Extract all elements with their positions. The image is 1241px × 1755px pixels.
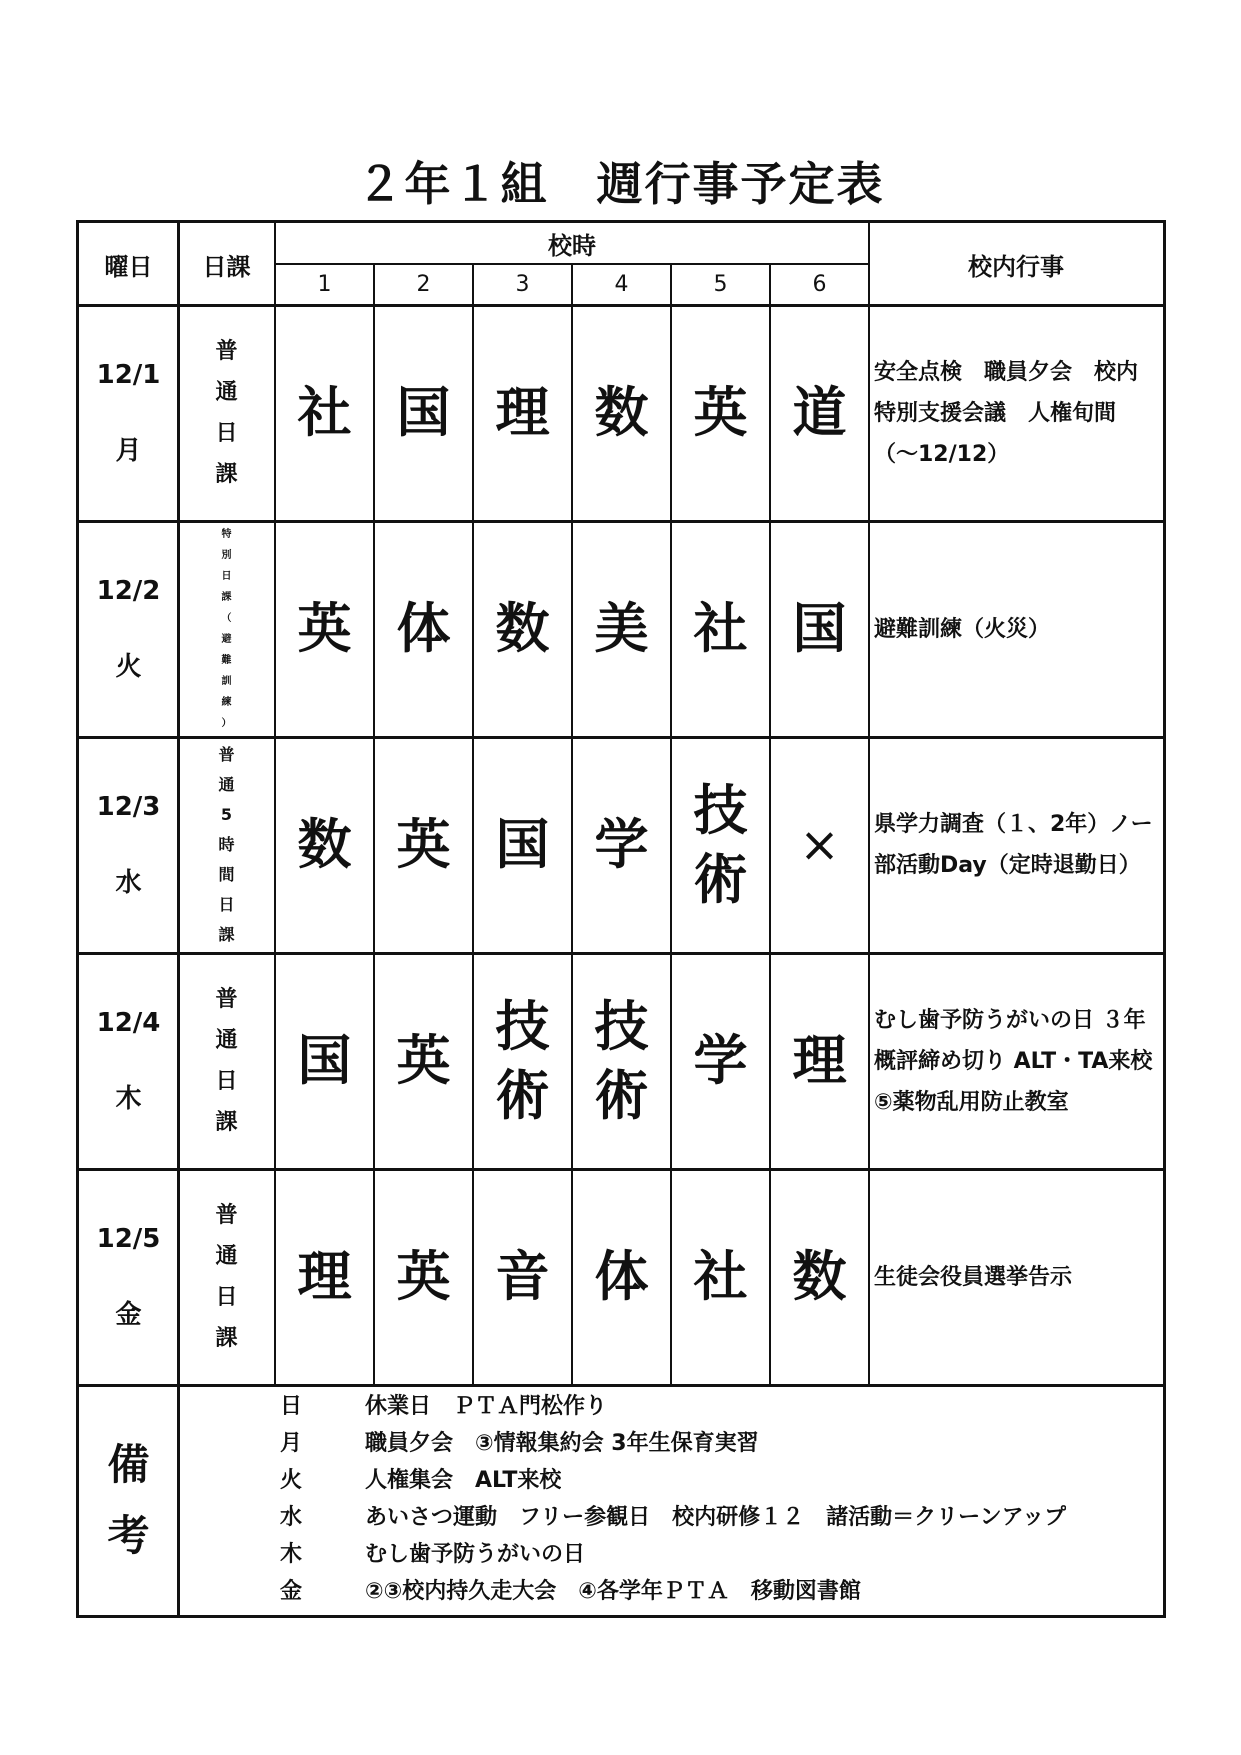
day-weekday: 月 bbox=[115, 436, 142, 466]
day-type-char: 日 bbox=[215, 421, 238, 446]
day-events: 避難訓練（火災） bbox=[874, 616, 1051, 642]
subject-cell: 数 bbox=[495, 597, 550, 661]
subject-cell: 音 bbox=[495, 1245, 550, 1309]
day-type-char: 通 bbox=[215, 1244, 238, 1269]
day-date-cell bbox=[79, 737, 178, 953]
subject-cell: 国 bbox=[792, 597, 847, 661]
day-events: 県学力調査（１、2年）ノー部活動Day（定時退勤日） bbox=[874, 812, 1153, 878]
day-type-char: 課 bbox=[215, 462, 238, 487]
day-date-cell bbox=[79, 521, 178, 737]
col-border bbox=[769, 263, 771, 1385]
day-weekday: 火 bbox=[115, 652, 142, 682]
remarks-text: ②③校内持久走大会 ④各学年ＰＴＡ 移動図書館 bbox=[365, 1579, 861, 1604]
remarks-text: 休業日 ＰＴＡ門松作り bbox=[365, 1394, 608, 1419]
day-date: 12/4 bbox=[96, 1008, 161, 1038]
day-date-cell bbox=[79, 953, 178, 1169]
period-number: 2 bbox=[416, 271, 431, 297]
subject-cell: 理 bbox=[495, 381, 550, 445]
subject-cell: 英 bbox=[396, 1029, 451, 1093]
day-type-char: 5 bbox=[220, 805, 233, 824]
remarks-weekday: 日 bbox=[280, 1394, 303, 1419]
day-type-char: 避 bbox=[221, 634, 232, 645]
subject-cell: 英 bbox=[693, 381, 748, 445]
day-date-cell bbox=[79, 1169, 178, 1385]
subject-cell: 学 bbox=[693, 1029, 748, 1093]
period-number: 6 bbox=[812, 271, 827, 297]
subject-cell: 理 bbox=[297, 1245, 352, 1309]
day-type-char: （ bbox=[221, 613, 232, 624]
period-number: 1 bbox=[317, 271, 332, 297]
remarks-weekday: 火 bbox=[280, 1468, 303, 1493]
subject-cell: 社 bbox=[693, 597, 748, 661]
subject-cell: 美 bbox=[594, 597, 649, 661]
subject-cell: 数 bbox=[792, 1245, 847, 1309]
remarks-text: 職員夕会 ③情報集約会 3年生保育実習 bbox=[365, 1431, 759, 1456]
subject-cell: 学 bbox=[594, 813, 649, 877]
subject-cell: 体 bbox=[594, 1245, 649, 1309]
day-weekday: 金 bbox=[115, 1300, 142, 1330]
remarks-weekday: 月 bbox=[280, 1431, 303, 1456]
subject-text: 技術 bbox=[594, 994, 649, 1127]
subject-cell: 国 bbox=[396, 381, 451, 445]
day-type-char: 訓 bbox=[221, 676, 232, 687]
day-events: 生徒会役員選挙告示 bbox=[874, 1264, 1073, 1290]
remarks-weekday: 金 bbox=[280, 1579, 303, 1604]
header-day: 曜日 bbox=[104, 252, 153, 281]
day-type-char: 通 bbox=[218, 775, 235, 794]
subject-cell bbox=[572, 953, 671, 1169]
day-type-char: 普 bbox=[215, 987, 238, 1012]
day-type-char: 通 bbox=[215, 380, 238, 405]
row-border bbox=[79, 1384, 1163, 1387]
subject-cell: 国 bbox=[495, 813, 550, 877]
header-type: 日課 bbox=[202, 252, 251, 281]
subject-cell: 数 bbox=[594, 381, 649, 445]
subject-cell: 理 bbox=[792, 1029, 847, 1093]
remarks-label-char: 考 bbox=[107, 1511, 150, 1560]
day-type-char: 普 bbox=[215, 339, 238, 364]
subject-text: 技術 bbox=[495, 994, 550, 1127]
day-type-char: 日 bbox=[221, 571, 232, 582]
subject-cell: 道 bbox=[792, 381, 847, 445]
remarks-weekday: 水 bbox=[280, 1505, 303, 1530]
day-date: 12/5 bbox=[96, 1224, 161, 1254]
day-type-char: 普 bbox=[215, 1203, 238, 1228]
subject-text: 技術 bbox=[693, 778, 748, 911]
day-type-cell bbox=[178, 953, 275, 1169]
subject-cell: 英 bbox=[297, 597, 352, 661]
day-weekday: 木 bbox=[115, 1084, 142, 1114]
subject-cell: 英 bbox=[396, 813, 451, 877]
day-type-char: 日 bbox=[215, 1069, 238, 1094]
day-type-char: 練 bbox=[221, 697, 232, 708]
page-title: ２年１組 週行事予定表 bbox=[356, 157, 885, 211]
day-type-char: 時 bbox=[218, 835, 235, 854]
subject-cell bbox=[671, 737, 770, 953]
day-type-char: 通 bbox=[215, 1028, 238, 1053]
day-type-char: 日 bbox=[215, 1285, 238, 1310]
day-type-cell bbox=[178, 737, 275, 953]
day-type-cell bbox=[178, 305, 275, 521]
subject-cell: 英 bbox=[396, 1245, 451, 1309]
subject-cell bbox=[473, 953, 572, 1169]
subject-cell: 社 bbox=[693, 1245, 748, 1309]
subject-cell: 体 bbox=[396, 597, 451, 661]
subject-cell: × bbox=[799, 817, 840, 873]
period-number: 3 bbox=[515, 271, 530, 297]
col-border bbox=[177, 223, 180, 1615]
remarks-weekday: 木 bbox=[280, 1542, 303, 1567]
day-type-char: 課 bbox=[218, 925, 235, 944]
period-number: 4 bbox=[614, 271, 629, 297]
day-type-char: 普 bbox=[218, 745, 235, 764]
header-periods: 校時 bbox=[548, 231, 596, 260]
day-type-char: 日 bbox=[218, 895, 235, 914]
remarks-label bbox=[79, 1385, 178, 1615]
remarks-text: あいさつ運動 フリー参観日 校内研修１２ 諸活動＝クリーンアップ bbox=[365, 1505, 1067, 1530]
subject-cell: 社 bbox=[297, 381, 352, 445]
period-number: 5 bbox=[713, 271, 728, 297]
col-border bbox=[571, 263, 573, 1385]
day-date-cell bbox=[79, 305, 178, 521]
col-border bbox=[274, 223, 276, 1385]
day-date: 12/2 bbox=[96, 576, 161, 606]
col-border bbox=[670, 263, 672, 1385]
col-border bbox=[472, 263, 474, 1385]
day-date: 12/1 bbox=[96, 360, 161, 390]
day-type-char: 難 bbox=[221, 655, 232, 666]
day-type-char: 別 bbox=[221, 550, 232, 561]
day-events: むし歯予防うがいの日 ３年概評締め切り ALT・TA来校 ⑤薬物乱用防止教室 bbox=[874, 1007, 1175, 1115]
subject-cell: 国 bbox=[297, 1029, 352, 1093]
day-type-char: 課 bbox=[215, 1326, 238, 1351]
day-type-cell bbox=[178, 1169, 275, 1385]
day-type-char: 課 bbox=[221, 592, 232, 603]
day-events: 安全点検 職員夕会 校内特別支援会議 人権旬間（～12/12） bbox=[874, 359, 1139, 467]
subject-cell: 数 bbox=[297, 813, 352, 877]
day-type-cell bbox=[178, 521, 275, 737]
header-events: 校内行事 bbox=[968, 252, 1064, 281]
day-type-char: 特 bbox=[221, 529, 232, 540]
day-type-char: 課 bbox=[215, 1110, 238, 1135]
day-date: 12/3 bbox=[96, 792, 161, 822]
col-border bbox=[868, 223, 870, 1385]
remarks-text: 人権集会 ALT来校 bbox=[365, 1468, 562, 1493]
col-border bbox=[373, 263, 375, 1385]
remarks-label-char: 備 bbox=[107, 1439, 150, 1489]
day-type-char: 間 bbox=[218, 865, 235, 884]
schedule-table bbox=[76, 220, 1175, 1618]
day-weekday: 水 bbox=[115, 868, 142, 898]
day-type-char: ） bbox=[221, 718, 232, 729]
remarks-text: むし歯予防うがいの日 bbox=[365, 1542, 586, 1567]
